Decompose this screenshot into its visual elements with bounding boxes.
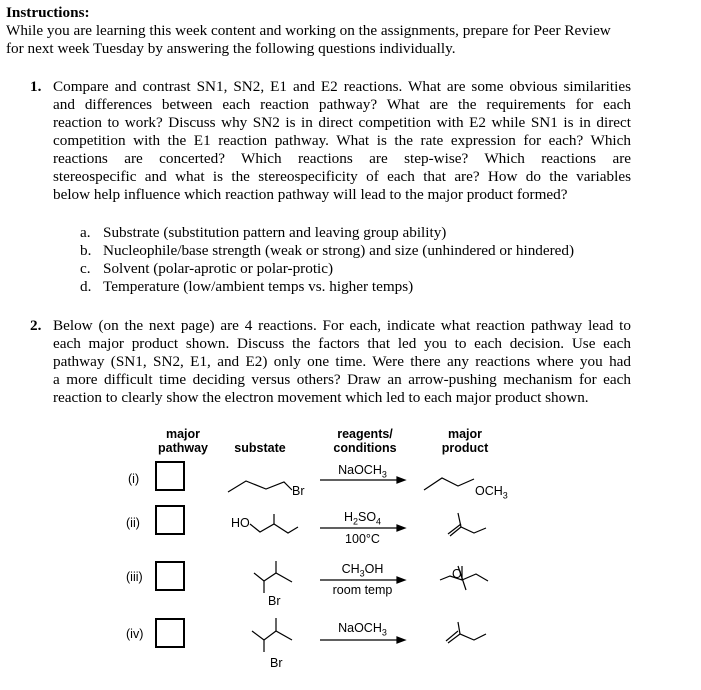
reagent-label-i: NaOCH$_3$ (338, 463, 387, 480)
q2-line: each major product shown. Discuss the factors that led you to each decision. Use each (53, 335, 631, 352)
q2-line: pathway (SN1, SN2, E1, and E2) only one time. Were there any reactions where you had (53, 353, 631, 370)
atom-label-br-i: Br (292, 484, 305, 498)
atom-label-ho-ii: HO (231, 516, 250, 530)
sub-letter-d: d. (80, 278, 92, 295)
intro-line-2: for next week Tuesday by answering the following questions individually. (6, 40, 456, 57)
intro-line-1: While you are learning this week content and working on the assignments, prepare for Peer Review (6, 22, 611, 39)
header-major-pathway: major pathway (157, 427, 208, 455)
sub-letter-c: c. (80, 260, 91, 277)
condition-label-ii: 100°C (345, 532, 380, 546)
atom-label-och3-i: $OCH_3$ (475, 484, 508, 501)
sub-letter-b: b. (80, 242, 92, 259)
q1-line: Compare and contrast SN1, SN2, E1 and E2 reactions. What are some obvious similarities (53, 78, 631, 95)
sub-letter-a: a. (80, 224, 91, 241)
atom-label-br-iii: Br (268, 594, 281, 608)
row-label-ii: (ii) (126, 516, 140, 530)
row-label-iii: (iii) (126, 570, 143, 584)
q2-line: Below (on the next page) are 4 reactions. For each, indicate what reaction pathway lead to (53, 317, 631, 334)
q1-line: reactions are concerted? Which reactions are step-wise? Which reactions are (53, 150, 631, 167)
substrate-skeleton-iv (252, 631, 292, 640)
header-major-product: major product (441, 427, 489, 455)
sub-item-nucleophile: Nucleophile/base strength (weak or strong) and size (unhindered or hindered) (103, 242, 575, 259)
q1-line: reaction to work? Discuss why SN2 is in direct competition with E2 while SN1 is in direct (53, 114, 631, 131)
sub-item-temperature: Temperature (low/ambient temps vs. higher temps) (103, 278, 414, 295)
row-label-i: (i) (128, 472, 140, 486)
product-skeleton-i (424, 478, 474, 490)
header-reagents-conditions: reagents/ conditions (333, 427, 397, 455)
atom-label-br-iv: Br (270, 656, 283, 670)
reagent-label-iv: NaOCH$_3$ (338, 621, 387, 638)
q1-line: competition with the E1 reaction pathway. What is the rate expression for each? Which (53, 132, 631, 149)
q1-line: and differences between each reaction pathway? What are the requirements for each (53, 96, 631, 113)
product-skeleton-iii (440, 574, 488, 581)
q2-line: a more difficult time deciding versus others? Draw an arrow-pushing mechanism for each (53, 371, 631, 388)
atom-label-o-iii: O (452, 567, 462, 581)
header-substrate: substate (234, 441, 286, 455)
substrate-skeleton-ii (250, 524, 298, 533)
question-1-number: 1. (30, 78, 42, 95)
condition-label-iii: room temp (332, 583, 393, 597)
question-2-number: 2. (30, 317, 42, 334)
reagent-label-iii: $CH_3OH$ (341, 562, 384, 579)
q2-line: reaction to clearly show the electron movement which led to each major product shown. (53, 389, 589, 406)
instructions-heading: Instructions: (6, 4, 90, 21)
q1-line: below help influence which reaction pathway will lead to the major product formed? (53, 186, 568, 203)
row-label-iv: (iv) (126, 627, 144, 641)
sub-item-substrate: Substrate (substitution pattern and leaving group ability) (103, 224, 447, 241)
substrate-skeleton-i (228, 481, 292, 492)
reagent-label-ii: $H_2SO_4$ (343, 510, 382, 527)
sub-item-solvent: Solvent (polar-aprotic or polar-protic) (103, 260, 334, 277)
q1-line: stereospecific and what is the stereospecificity of each that are? How do the variables (53, 168, 631, 185)
substrate-skeleton-iii (254, 573, 292, 582)
